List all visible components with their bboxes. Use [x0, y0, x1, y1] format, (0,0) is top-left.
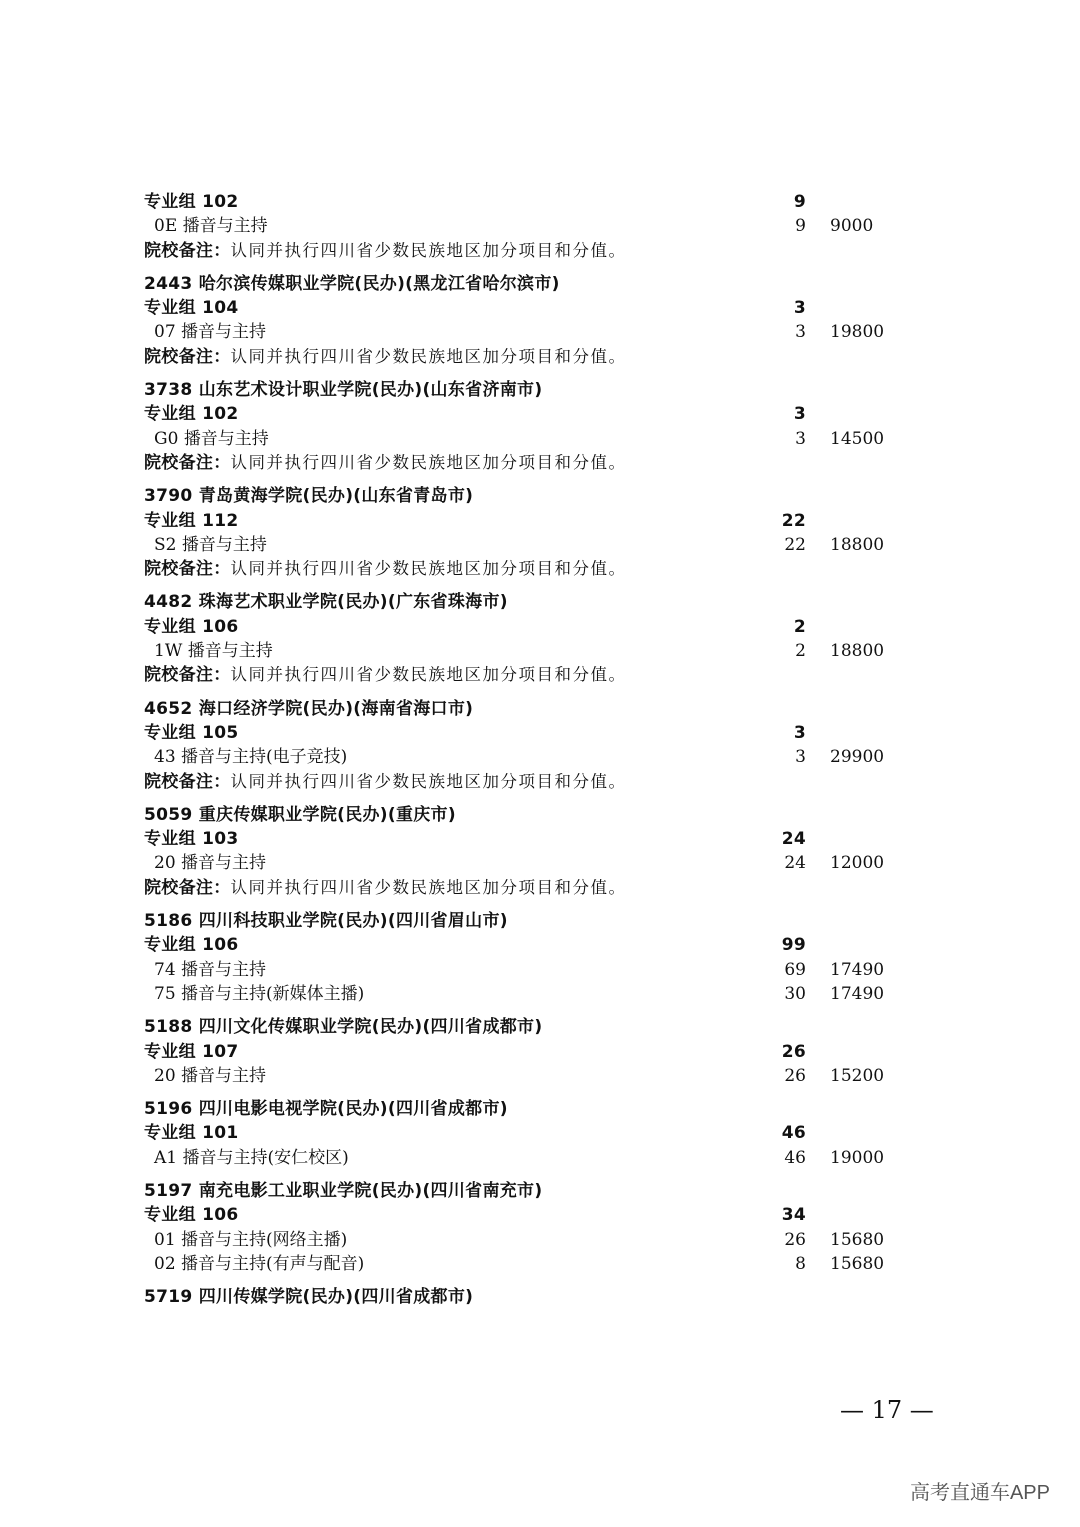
- major-count: 30: [784, 983, 806, 1004]
- major-group-count: 46: [781, 1123, 806, 1144]
- school-note: [144, 663, 944, 687]
- page-number: — 17 —: [840, 1396, 934, 1424]
- major-group: [144, 1203, 944, 1227]
- major-fee: 12000: [830, 853, 885, 874]
- major-group-label: 专业组 105: [144, 722, 239, 743]
- major-name: 播音与主持: [183, 428, 269, 449]
- major-fee: 14500: [830, 428, 885, 449]
- school-note: [144, 451, 944, 475]
- major-count: 26: [784, 1065, 806, 1086]
- school-block: [144, 190, 944, 263]
- major-label: [144, 216, 268, 236]
- major-label: [144, 1066, 266, 1086]
- school-note-text: 认同并执行四川省少数民族地区加分项目和分值。: [230, 452, 627, 472]
- school-block: [144, 803, 944, 900]
- major-count: 3: [795, 428, 806, 449]
- major-group: [144, 296, 944, 320]
- app-watermark: 高考直通车APP: [909, 1482, 1050, 1504]
- major-group-label: 专业组 106: [144, 616, 239, 637]
- major-row: [144, 1228, 944, 1252]
- major-group-count: 3: [793, 722, 806, 743]
- major-group: [144, 721, 944, 745]
- major-fee: 29900: [830, 747, 885, 768]
- major-name: 播音与主持: [182, 216, 268, 237]
- school-block: [144, 1179, 944, 1276]
- major-group-count: 24: [781, 829, 806, 850]
- major-code: 20: [154, 1065, 176, 1086]
- school-block: [144, 1097, 944, 1170]
- school-title: 5196 四川电影电视学院(民办)(四川省成都市): [144, 1099, 508, 1120]
- major-count: 24: [784, 853, 806, 874]
- major-group: [144, 1121, 944, 1145]
- major-group-count: 2: [793, 616, 806, 637]
- major-count: 22: [784, 534, 806, 555]
- enrollment-list: [144, 190, 944, 1309]
- major-count: 69: [784, 959, 806, 980]
- major-name: 播音与主持(网络主播): [181, 1229, 348, 1250]
- major-group: [144, 402, 944, 426]
- major-code: G0: [154, 428, 179, 449]
- major-group-label: 专业组 112: [144, 510, 239, 531]
- major-row: [144, 851, 944, 875]
- major-count: 9: [795, 216, 806, 237]
- major-code: 74: [154, 959, 176, 980]
- major-group-count: 3: [793, 404, 806, 425]
- major-group-label: 专业组 107: [144, 1041, 239, 1062]
- major-code: 75: [154, 983, 176, 1004]
- major-name: 播音与主持(安仁校区): [182, 1147, 349, 1168]
- school-note-text: 认同并执行四川省少数民族地区加分项目和分值。: [230, 240, 627, 260]
- major-row: [144, 533, 944, 557]
- school-note-label: 院校备注：: [144, 665, 231, 686]
- school-block: [144, 909, 944, 1006]
- major-count: 3: [795, 747, 806, 768]
- school-title: 5197 南充电影工业职业学院(民办)(四川省南充市): [144, 1180, 543, 1201]
- major-group: [144, 1040, 944, 1064]
- major-row: [144, 1146, 944, 1170]
- major-group: [144, 933, 944, 957]
- major-name: 播音与主持: [181, 1065, 267, 1086]
- school-title: 5719 四川传媒学院(民办)(四川省成都市): [144, 1287, 474, 1308]
- major-fee: 15680: [830, 1229, 885, 1250]
- major-fee: 17490: [830, 983, 885, 1004]
- school-note-text: 认同并执行四川省少数民族地区加分项目和分值。: [230, 559, 627, 579]
- major-row: [144, 745, 944, 769]
- school-block: [144, 1015, 944, 1088]
- school-title: 5188 四川文化传媒职业学院(民办)(四川省成都市): [144, 1017, 543, 1038]
- major-fee: 18800: [830, 534, 885, 555]
- major-row: [144, 320, 944, 344]
- school-note-text: 认同并执行四川省少数民族地区加分项目和分值。: [230, 665, 627, 685]
- major-group-count: 3: [793, 298, 806, 319]
- major-label: [144, 747, 347, 767]
- major-group-count: 26: [781, 1041, 806, 1062]
- major-fee: 19000: [830, 1147, 885, 1168]
- major-group-count: 99: [781, 935, 806, 956]
- major-row: [144, 1064, 944, 1088]
- major-count: 3: [795, 322, 806, 343]
- major-group-count: 9: [793, 192, 806, 212]
- major-group-label: 专业组 106: [144, 935, 239, 956]
- major-label: [144, 1230, 347, 1250]
- major-label: [144, 984, 364, 1004]
- major-row: [144, 214, 944, 238]
- major-name: 播音与主持: [181, 322, 267, 343]
- major-name: 播音与主持(电子竞技): [181, 747, 348, 768]
- major-fee: 15200: [830, 1065, 885, 1086]
- school-note: [144, 876, 944, 900]
- school-note: [144, 770, 944, 794]
- major-count: 2: [795, 641, 806, 662]
- school-note-label: 院校备注：: [144, 240, 231, 261]
- major-row: [144, 982, 944, 1006]
- school-title: 3790 青岛黄海学院(民办)(山东省青岛市): [144, 486, 474, 507]
- school-note-text: 认同并执行四川省少数民族地区加分项目和分值。: [230, 771, 627, 791]
- major-code: 1W: [154, 641, 183, 662]
- major-group: [144, 190, 944, 214]
- major-code: S2: [154, 534, 177, 555]
- school-block: [144, 484, 944, 581]
- major-row: [144, 427, 944, 451]
- major-code: A1: [154, 1147, 178, 1168]
- school-block: [144, 378, 944, 475]
- major-code: 20: [154, 853, 176, 874]
- major-group-label: 专业组 101: [144, 1123, 239, 1144]
- major-row: [144, 639, 944, 663]
- school-note: [144, 557, 944, 581]
- major-count: 46: [784, 1147, 806, 1168]
- major-code: 43: [154, 747, 176, 768]
- major-row: [144, 1252, 944, 1276]
- school-note-text: 认同并执行四川省少数民族地区加分项目和分值。: [230, 346, 627, 366]
- major-fee: 18800: [830, 641, 885, 662]
- major-group: [144, 827, 944, 851]
- school-note-label: 院校备注：: [144, 877, 231, 898]
- major-name: 播音与主持(有声与配音): [181, 1253, 365, 1274]
- major-label: [144, 641, 273, 661]
- major-group-count: 34: [781, 1205, 806, 1226]
- major-label: [144, 535, 267, 555]
- major-fee: 9000: [830, 216, 874, 237]
- major-group-label: 专业组 106: [144, 1205, 239, 1226]
- major-name: 播音与主持(新媒体主播): [181, 983, 365, 1004]
- major-count: 26: [784, 1229, 806, 1250]
- school-note-label: 院校备注：: [144, 559, 231, 580]
- major-name: 播音与主持: [181, 534, 267, 555]
- major-group: [144, 509, 944, 533]
- major-group: [144, 615, 944, 639]
- school-note-label: 院校备注：: [144, 452, 231, 473]
- major-group-label: 专业组 102: [144, 404, 239, 425]
- major-fee: 15680: [830, 1253, 885, 1274]
- major-count: 8: [795, 1253, 806, 1274]
- major-name: 播音与主持: [181, 853, 267, 874]
- major-label: [144, 322, 266, 342]
- school-note-label: 院校备注：: [144, 771, 231, 792]
- school-block: [144, 272, 944, 369]
- school-title: 4482 珠海艺术职业学院(民办)(广东省珠海市): [144, 592, 508, 613]
- school-title: 2443 哈尔滨传媒职业学院(民办)(黑龙江省哈尔滨市): [144, 273, 560, 294]
- school-title: 5186 四川科技职业学院(民办)(四川省眉山市): [144, 911, 508, 932]
- school-note-text: 认同并执行四川省少数民族地区加分项目和分值。: [230, 877, 627, 897]
- major-code: 01: [154, 1229, 176, 1250]
- major-row: [144, 958, 944, 982]
- school-title: 5059 重庆传媒职业学院(民办)(重庆市): [144, 804, 456, 825]
- major-code: 07: [154, 322, 176, 343]
- major-name: 播音与主持: [187, 641, 273, 662]
- school-block: [144, 1285, 944, 1309]
- major-name: 播音与主持: [181, 959, 267, 980]
- major-fee: 19800: [830, 322, 885, 343]
- major-group-label: 专业组 102: [144, 192, 239, 212]
- major-label: [144, 960, 266, 980]
- major-group-label: 专业组 103: [144, 829, 239, 850]
- major-code: 0E: [154, 216, 178, 237]
- school-block: [144, 697, 944, 794]
- school-note: [144, 345, 944, 369]
- school-title: 4652 海口经济学院(民办)(海南省海口市): [144, 698, 474, 719]
- major-label: [144, 1148, 349, 1168]
- school-note-label: 院校备注：: [144, 346, 231, 367]
- school-title: 3738 山东艺术设计职业学院(民办)(山东省济南市): [144, 380, 543, 401]
- major-group-count: 22: [781, 510, 806, 531]
- major-label: [144, 429, 269, 449]
- school-note: [144, 239, 944, 263]
- major-label: [144, 853, 266, 873]
- major-fee: 17490: [830, 959, 885, 980]
- major-code: 02: [154, 1253, 176, 1274]
- major-label: [144, 1254, 364, 1274]
- school-block: [144, 590, 944, 687]
- major-group-label: 专业组 104: [144, 298, 239, 319]
